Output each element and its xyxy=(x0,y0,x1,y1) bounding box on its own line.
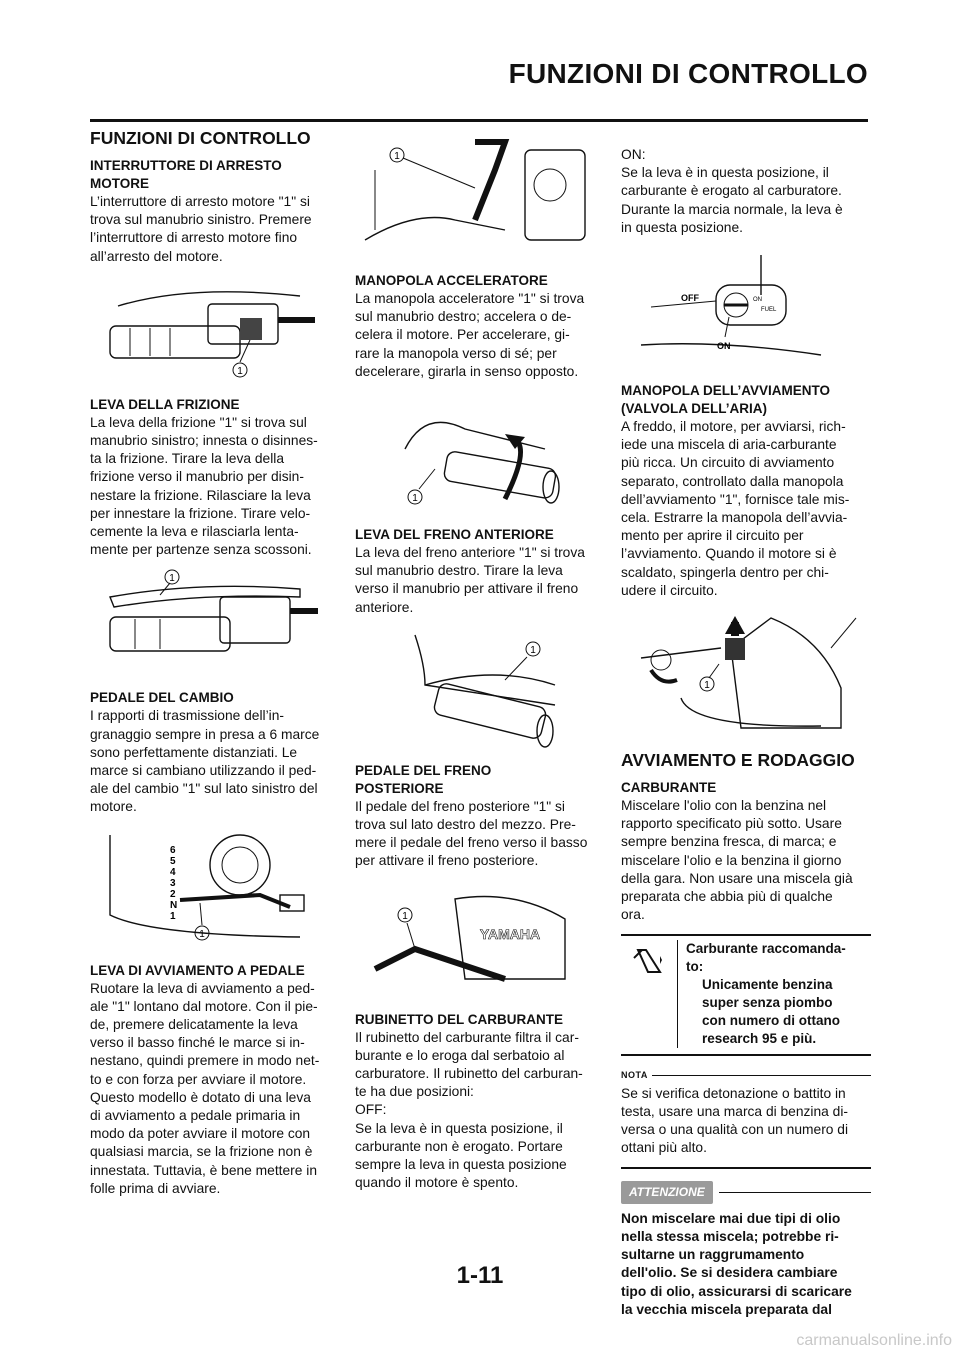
gear-label: 4 xyxy=(170,866,176,878)
front-brake-lever-text: La leva del freno anteriore "1" si trova sul manubrio destro. Tirare la leva verso il manubrio per attivare il freno anteriore. xyxy=(355,545,585,615)
header-rule xyxy=(90,119,868,122)
throttle-grip-figure xyxy=(355,389,595,514)
section-title-break-in: AVVIAMENTO E RODAGGIO xyxy=(621,750,855,771)
engine-stop-switch-title: INTERRUTTORE DI ARRESTO MOTORE xyxy=(90,158,282,191)
note-text: Se si verifica detonazione o battito in testa, usare una marca di benzina di- versa o una qualità con un numero di ottani più alto. xyxy=(621,1085,849,1156)
fuel-cock-small-on: ON xyxy=(753,297,762,304)
fuel-cock-figure xyxy=(621,245,861,370)
throttle-grip-title: MANOPOLA ACCELERATORE xyxy=(355,273,548,288)
gear-label: 5 xyxy=(170,855,176,867)
engine-stop-switch-text: L’interruttore di arresto motore "1" si trova sul manubrio sinistro. Premere l’interruttore di arresto motore fino all’arresto del motore. xyxy=(90,194,312,264)
rear-brake-pedal-text: Il pedale del freno posteriore "1" si trova sul lato destro del mezzo. Pre- mere il pedale del freno verso il basso per attivare il freno posteriore. xyxy=(355,798,588,869)
shift-pedal-figure xyxy=(90,825,320,950)
yamaha-logo-text: YAMAHA xyxy=(479,925,541,942)
rear-brake-pedal-figure xyxy=(355,879,595,999)
choke-knob-title: MANOPOLA DELL’AVVIAMENTO (VALVOLA DELL’ARIA) xyxy=(621,383,831,417)
fuel-spec-value: Unicamente benzina super senza piombo con numero di ottano research 95 e più. xyxy=(702,977,840,1047)
attention-text: Non miscelare mai due tipi di olio nella stessa miscela; potrebbe ri- sultarne un raggrumamento dell'olio. Se si desidera cambiare tipo di olio, assicurarsi di scaricare la vecchia miscela preparata dal xyxy=(621,1210,852,1317)
shift-pedal-text: I rapporti di trasmissione dell’in- granaggio sempre in presa a 6 marce sono perfettamente distanziati. Le marce si cambiano utilizzando il ped- ale del cambio "1" sul lato sinistro del motore. xyxy=(90,708,320,815)
front-brake-lever-title: LEVA DEL FRENO ANTERIORE xyxy=(355,527,554,543)
callout-1: 1 xyxy=(530,644,536,656)
front-brake-lever-figure xyxy=(355,625,595,750)
callout-1: 1 xyxy=(199,928,205,940)
section-title: FUNZIONI DI CONTROLLO xyxy=(90,128,311,148)
engine-stop-switch-figure xyxy=(90,274,320,384)
page-header-title: FUNZIONI DI CONTROLLO xyxy=(508,58,868,89)
fuel-spec-box xyxy=(621,934,871,1056)
column-1 xyxy=(90,128,330,1198)
clutch-lever-text: La leva della frizione "1" si trova sul manubrio sinistro; innesta o disinnes- ta la frizione. Tirare la leva della frizione verso il manubrio per disin- nestare la frizione. Rilasciare la leva per innestare la frizione. Tirare velo- cemente la leva e rilasciarla lenta- mente per partenze senza scossoni. xyxy=(90,414,318,558)
throttle-grip-text: La manopola acceleratore "1" si trova sul manubrio destro; accelera o de- celera il motore. Per accelerare, gi- rare la manopola verso di sé; per decelerare, girarla in senso opposto. xyxy=(355,291,585,379)
kickstarter-figure xyxy=(355,130,595,260)
on-label: ON xyxy=(717,341,731,352)
fuel-cock-title: RUBINETTO DEL CARBURANTE xyxy=(355,1011,564,1027)
callout-1: 1 xyxy=(237,365,243,377)
clutch-lever-figure xyxy=(90,567,320,677)
gear-label: 1 xyxy=(170,910,176,922)
callout-1: 1 xyxy=(169,573,175,585)
clutch-lever-title: LEVA DELLA FRIZIONE xyxy=(90,396,240,412)
choke-knob-figure xyxy=(621,608,861,738)
fuel-pump-icon xyxy=(621,940,677,1048)
gear-label: N xyxy=(170,899,178,911)
fuel-text: Miscelare l'olio con la benzina nel rapporto specificato più sotto. Usare sempre benzina fresca, di marca; e miscelare l'olio e la benzina il giorno della gara. Non usare una miscela già preparata che abbia più di qualche ora. xyxy=(621,798,853,923)
note-heading xyxy=(621,1066,871,1084)
page-number: 1-11 xyxy=(456,1262,504,1289)
note-label: NOTA xyxy=(621,1070,648,1081)
gear-label: 6 xyxy=(170,844,176,856)
off-label: OFF xyxy=(681,293,699,304)
fuel-cock-text: Il rubinetto del carburante filtra il car- burante e lo eroga dal serbatoio al carburatore. Il rubinetto del carburan- te ha due posizioni: OFF: Se la leva è in questa posizione, il carburante non è erogato. Portare sempre la leva in questa posizione quando il motore è spento. xyxy=(355,1029,583,1191)
column-3 xyxy=(621,146,871,1319)
rear-brake-pedal-title: PEDALE DEL FRENO POSTERIORE xyxy=(355,762,492,796)
fuel-title: CARBURANTE xyxy=(621,780,717,796)
callout-1: 1 xyxy=(394,151,400,162)
column-2 xyxy=(355,128,595,1192)
callout-1: 1 xyxy=(412,493,418,505)
kickstarter-text: Ruotare la leva di avviamento a ped- ale "1" lontano dal motore. Con il pie- de, premere delicatamente la leva verso il basso finché le marce si in- nestano, quindi premere in modo net- to e con forza per avviare il motore. Questo modello è dotato di una leva di avviamento a pedale primaria in modo da poter avviare il motore con qualsiasi marcia, se la frizione non è innestata. Tuttavia, è bene mettere in folle prima di avviare. xyxy=(90,980,320,1196)
gear-label: 3 xyxy=(170,877,176,889)
kickstarter-title: LEVA DI AVVIAMENTO A PEDALE xyxy=(90,962,305,978)
attention-badge: ATTENZIONE xyxy=(621,1181,713,1203)
fuel-cock-on-text: ON: Se la leva è in questa posizione, il carburante è erogato al carburatore. Durante la marcia normale, la leva è in questa posizione. xyxy=(621,147,843,235)
fuel-spec-title: Carburante raccomanda- to: xyxy=(686,941,846,975)
callout-1: 1 xyxy=(704,680,710,692)
attention-heading xyxy=(621,1181,871,1203)
note-divider xyxy=(621,1167,871,1169)
fuel-cock-small-fuel: FUEL xyxy=(761,307,777,314)
choke-knob-text: A freddo, il motore, per avviarsi, rich- iede una miscela di aria-carburante più ricca. Un circuito di avviamento separato, controllato dalla manopola dell’avviamento "1", fornisce tale mis- cela. Estrarre la manopola dell’avvia- mento per aprire il circuito per l’avviamento. Quando il motore si è scaldato, spingerla dentro per chi- udere il circuito. xyxy=(621,419,850,598)
watermark: carmanualsonline.info xyxy=(796,1332,952,1349)
callout-1: 1 xyxy=(402,910,408,922)
shift-pedal-title: PEDALE DEL CAMBIO xyxy=(90,690,234,706)
gear-label: 2 xyxy=(170,888,176,900)
